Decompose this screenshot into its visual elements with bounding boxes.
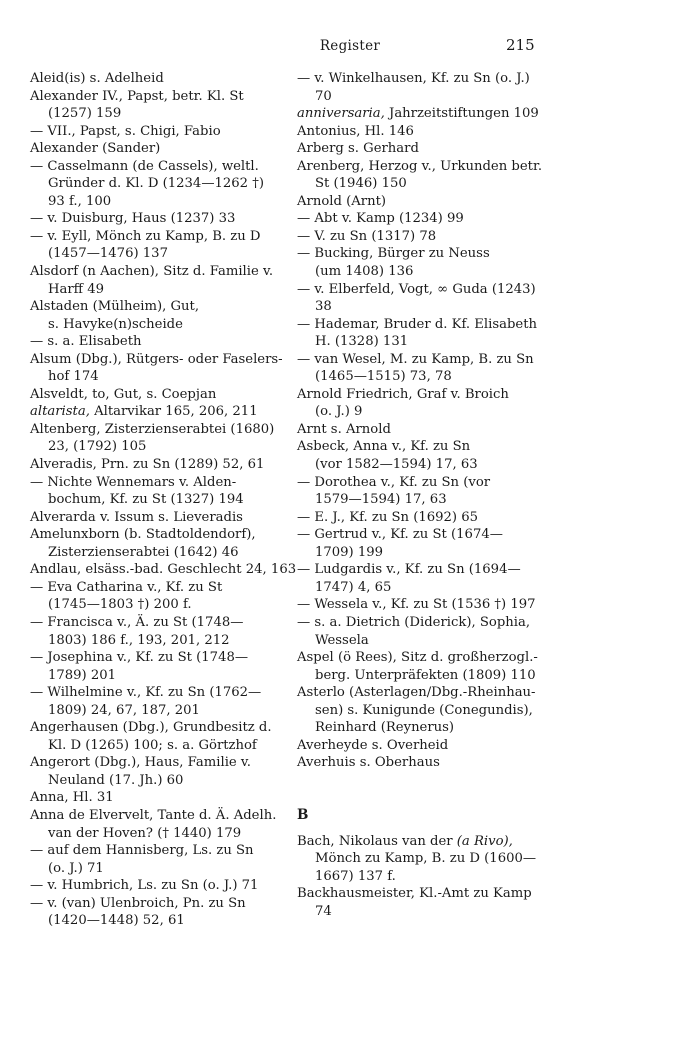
- index-entry-line: Zisterzienserabtei (1642) 46: [48, 544, 239, 560]
- index-entry-line: St (1946) 150: [315, 176, 407, 192]
- index-entry-line: — VII., Papst, s. Chigi, Fabio: [30, 123, 221, 139]
- index-entry-line: — E. J., Kf. zu Sn (1692) 65: [297, 509, 479, 525]
- index-entry-line: s. Havyke(n)scheide: [48, 316, 183, 332]
- index-entry-line: (1420—1448) 52, 61: [48, 913, 185, 929]
- index-entry-line: — Hademar, Bruder d. Kf. Elisabeth: [297, 316, 538, 332]
- index-entry-line: 93 f., 100: [48, 193, 112, 209]
- index-entry-line: — s. a. Dietrich (Diderick), Sophia,: [297, 614, 531, 630]
- index-column-right: [297, 70, 579, 920]
- index-entry-line: 1789) 201: [48, 667, 117, 683]
- index-entry-line: — Nichte Wennemars v. Alden-: [30, 474, 237, 490]
- index-entry-line: Alveradis, Prn. zu Sn (1289) 52, 61: [30, 457, 265, 473]
- index-entry-line: (1465—1515) 73, 78: [315, 369, 452, 385]
- index-entry-line: — auf dem Hannisberg, Ls. zu Sn: [30, 843, 254, 859]
- index-entry-line: bochum, Kf. zu St (1327) 194: [48, 492, 244, 508]
- index-entry-line: 70: [315, 88, 332, 104]
- index-entry-line: (um 1408) 136: [315, 264, 414, 280]
- index-entry-line: Backhausmeister, Kl.-Amt zu Kamp: [297, 886, 532, 902]
- index-entry-line: anniversaria, Jahrzeitstiftungen 109: [297, 106, 539, 122]
- index-entry-line: — v. (van) Ulenbroich, Pn. zu Sn: [30, 895, 246, 911]
- index-entry-line: Alverarda v. Issum s. Lieveradis: [30, 509, 243, 525]
- index-entry-line: (1745—1803 †) 200 f.: [48, 597, 192, 613]
- index-entry-line: 74: [315, 903, 332, 919]
- index-column-left: [30, 70, 312, 930]
- spacer: [297, 789, 579, 807]
- index-entry-line: — v. Winkelhausen, Kf. zu Sn (o. J.): [297, 71, 530, 86]
- index-entry-line: Anna de Elvervelt, Tante d. Ä. Adelh.: [30, 807, 277, 823]
- index-entry-line: 38: [315, 299, 332, 315]
- index-entry-line: (vor 1582—1594) 17, 63: [315, 457, 478, 473]
- index-entry-line: Arnt s. Arnold: [297, 421, 391, 437]
- index-entry-line: (o. J.) 71: [48, 860, 104, 876]
- index-entry-line: Gründer d. Kl. D (1234—1262 †): [48, 176, 264, 192]
- index-entry-line: Anna, Hl. 31: [30, 790, 114, 806]
- spacer: [297, 772, 579, 790]
- index-entry-line: — Francisca v., Ä. zu St (1748—: [30, 614, 244, 630]
- index-entry-line: — V. zu Sn (1317) 78: [297, 228, 437, 244]
- index-entry-line: Alexander IV., Papst, betr. Kl. St: [30, 88, 244, 104]
- index-entry-line: — Wessela v., Kf. zu St (1536 †) 197: [297, 597, 536, 613]
- index-entry-line: Aspel (ö Rees), Sitz d. großherzogl.-: [297, 650, 538, 666]
- index-entry-line: (1457—1476) 137: [48, 246, 168, 262]
- index-entry-line: Alsdorf (n Aachen), Sitz d. Familie v.: [30, 264, 274, 280]
- index-entry-line: Harff 49: [48, 281, 105, 297]
- page-number: 215: [506, 36, 535, 54]
- index-entry-line: — s. a. Elisabeth: [30, 334, 142, 350]
- index-entry-line: Wessela: [315, 632, 369, 648]
- index-entry-line: Kl. D (1265) 100; s. a. Görtzhof: [48, 737, 257, 753]
- index-entry-line: 1579—1594) 17, 63: [315, 492, 447, 508]
- index-entry-line: Bach, Nikolaus van der (a Rivo),: [297, 833, 513, 849]
- index-entry-line: — v. Eyll, Mönch zu Kamp, B. zu D: [30, 228, 261, 244]
- index-entry-line: Aleid(is) s. Adelheid: [30, 71, 164, 86]
- index-entry-line: — van Wesel, M. zu Kamp, B. zu Sn: [297, 351, 534, 367]
- index-entry-line: 1667) 137 f.: [315, 868, 396, 884]
- index-entry-line: Averhuis s. Oberhaus: [297, 755, 440, 771]
- index-entry-line: Antonius, Hl. 146: [297, 123, 414, 139]
- index-entry-line: — Gertrud v., Kf. zu St (1674—: [297, 527, 503, 543]
- index-entry-line: van der Hoven? († 1440) 179: [48, 825, 242, 841]
- index-entry-line: 1803) 186 f., 193, 201, 212: [48, 632, 230, 648]
- index-entry-line: — Casselmann (de Cassels), weltl.: [30, 158, 259, 174]
- index-entry-line: Averheyde s. Overheid: [297, 737, 449, 753]
- index-entry-line: Alstaden (Mülheim), Gut,: [30, 299, 200, 315]
- index-entry-line: H. (1328) 131: [315, 334, 409, 350]
- index-entry-line: — Wilhelmine v., Kf. zu Sn (1762—: [30, 685, 262, 701]
- index-entry-line: 1809) 24, 67, 187, 201: [48, 702, 200, 718]
- index-entry-line: Alsum (Dbg.), Rütgers- oder Faselers-: [30, 351, 283, 367]
- index-entry-line: (1257) 159: [48, 106, 122, 122]
- index-entry-line: Reinhard (Reynerus): [315, 720, 455, 736]
- index-entry-line: Arberg s. Gerhard: [297, 141, 419, 157]
- section-heading: B: [297, 806, 309, 823]
- index-entry-line: berg. Unterpräfekten (1809) 110: [315, 667, 536, 683]
- index-entry-line: Asbeck, Anna v., Kf. zu Sn: [297, 439, 471, 455]
- index-entry-line: 23, (1792) 105: [48, 439, 147, 455]
- index-entry-line: — Abt v. Kamp (1234) 99: [297, 211, 464, 227]
- index-entry-line: Neuland (17. Jh.) 60: [48, 772, 184, 788]
- running-header-title: Register: [319, 38, 381, 54]
- index-entry-line: — v. Duisburg, Haus (1237) 33: [30, 211, 236, 227]
- index-entry-line: (o. J.) 9: [315, 404, 363, 420]
- index-entry-line: — Dorothea v., Kf. zu Sn (vor: [297, 474, 491, 490]
- spacer: [297, 825, 579, 833]
- index-entry-line: 1709) 199: [315, 544, 384, 560]
- index-entry-line: Alexander (Sander): [30, 141, 161, 157]
- index-entry-line: — v. Elberfeld, Vogt, ∞ Guda (1243): [297, 281, 536, 297]
- index-entry-line: Amelunxborn (b. Stadtoldendorf),: [30, 527, 256, 543]
- index-entry-line: Arenberg, Herzog v., Urkunden betr.: [297, 158, 543, 174]
- index-entry-line: Andlau, elsäss.-bad. Geschlecht 24, 163: [30, 562, 297, 578]
- index-entry-line: — Bucking, Bürger zu Neuss: [297, 246, 490, 262]
- index-entry-line: Mönch zu Kamp, B. zu D (1600—: [315, 851, 537, 867]
- index-entry-line: — v. Humbrich, Ls. zu Sn (o. J.) 71: [30, 878, 259, 894]
- index-entry-line: Arnold Friedrich, Graf v. Broich: [297, 386, 509, 402]
- index-entry-line: sen) s. Kunigunde (Conegundis),: [315, 702, 533, 718]
- index-entry-line: 1747) 4, 65: [315, 579, 392, 595]
- index-entry-line: Alsveldt, to, Gut, s. Coepjan: [30, 386, 217, 402]
- index-entry-line: — Josephina v., Kf. zu St (1748—: [30, 650, 249, 666]
- index-entry-line: Angerort (Dbg.), Haus, Familie v.: [30, 755, 251, 771]
- index-entry-line: — Ludgardis v., Kf. zu Sn (1694—: [297, 562, 521, 578]
- index-entry-line: altarista, Altarvikar 165, 206, 211: [30, 404, 258, 420]
- index-entry-line: — Eva Catharina v., Kf. zu St: [30, 579, 223, 595]
- index-entry-line: Altenberg, Zisterzienserabtei (1680): [30, 421, 275, 437]
- index-entry-line: Arnold (Arnt): [297, 193, 387, 209]
- index-entry-line: hof 174: [48, 369, 99, 385]
- index-entry-line: Angerhausen (Dbg.), Grundbesitz d.: [30, 720, 272, 736]
- index-entry-line: Asterlo (Asterlagen/Dbg.-Rheinhau-: [297, 685, 536, 701]
